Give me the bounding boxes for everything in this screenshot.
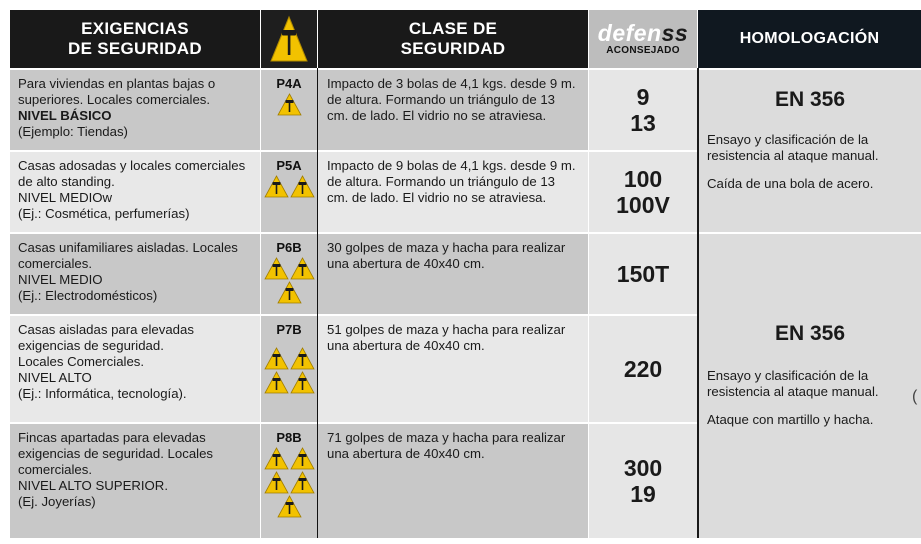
level-code: P5A <box>276 158 302 173</box>
example-text: (Ejemplo: Tiendas) <box>18 124 128 139</box>
defenss-value: 100V <box>616 192 670 218</box>
table-row <box>10 316 698 422</box>
hammer-warning-icon <box>290 347 315 370</box>
defenss-value: 19 <box>630 481 656 507</box>
column-divider <box>697 68 699 538</box>
example-text: (Ej.: Cosmética, perfumerías) <box>18 206 190 221</box>
column-divider <box>588 68 589 538</box>
defenss-value-cell <box>589 424 697 538</box>
homologation-text: Ensayo y clasificación de la resistencia al ataque manual. <box>707 132 879 163</box>
header-requirements-line2: DE SEGURIDAD <box>68 39 202 58</box>
example-text: (Ej. Joyerías) <box>18 494 96 509</box>
hammer-warning-icon <box>264 471 289 494</box>
column-divider <box>317 68 318 538</box>
level-cell <box>261 424 317 538</box>
level-cell <box>261 234 317 314</box>
homologation-text: Caída de una bola de acero. <box>707 176 874 191</box>
level-name: NIVEL BÁSICO <box>18 108 112 123</box>
level-name: NIVEL MEDIO <box>18 272 103 287</box>
impact-text: Impacto de 3 bolas de 4,1 kgs. desde 9 m. de altura. Formando un triángulo de 13 cm. de lado. El vidrio no se atraviesa. <box>318 70 588 150</box>
defenss-value: 300 <box>623 455 663 481</box>
level-cell <box>261 152 317 232</box>
hammer-warning-icon <box>264 371 289 394</box>
header-requirements <box>10 10 260 68</box>
header-warning <box>261 10 317 68</box>
requirement-text: Casas unifamiliares aisladas. Locales comerciales. <box>18 240 238 271</box>
column-divider <box>260 68 261 538</box>
header-defenss <box>589 10 697 68</box>
header-recommended: ACONSEJADO <box>606 45 680 56</box>
hammer-warning-icon <box>290 371 315 394</box>
requirement-text: Casas aisladas para elevadas exigencias de seguridad. <box>18 322 194 353</box>
icon-group <box>261 93 317 116</box>
level-code: P4A <box>276 76 302 91</box>
brand-logo <box>598 21 688 45</box>
hammer-warning-icon <box>290 257 315 280</box>
requirement-cell <box>10 316 260 422</box>
homologation-title: EN 356 <box>774 322 846 345</box>
level-code: P8B <box>276 430 302 445</box>
icon-group <box>261 257 317 304</box>
defenss-value: 100 <box>623 166 663 192</box>
requirement-text: Fincas apartadas para elevadas exigencias de seguridad. Locales comerciales. <box>18 430 214 477</box>
hammer-warning-icon <box>277 495 302 518</box>
homologation-text: Ataque con martillo y hacha. <box>707 412 874 427</box>
requirement-cell <box>10 152 260 232</box>
header-class-line2: SEGURIDAD <box>400 39 506 58</box>
level-code: P6B <box>276 240 302 255</box>
defenss-value-cell <box>589 152 697 232</box>
brand-dark: ss <box>661 20 689 46</box>
icon-group <box>261 175 317 198</box>
level-code: P7B <box>276 322 302 337</box>
hammer-warning-icon <box>264 175 289 198</box>
icon-group <box>261 347 317 394</box>
header-homologation: HOMOLOGACIÓN <box>698 10 921 68</box>
requirement-text: Locales Comerciales. <box>18 354 145 369</box>
defenss-value-cell <box>589 316 697 422</box>
level-name: NIVEL ALTO SUPERIOR. <box>18 478 168 493</box>
level-name: NIVEL MEDIOw <box>18 190 113 205</box>
impact-text: 30 golpes de maza y hacha para realizar una abertura de 40x40 cm. <box>318 234 588 314</box>
hammer-warning-icon <box>290 471 315 494</box>
header-requirements-line1: EXIGENCIAS <box>81 19 189 38</box>
example-text: (Ej.: Informática, tecnología). <box>18 386 187 401</box>
table-row <box>10 152 698 232</box>
level-cell <box>261 70 317 150</box>
level-name: NIVEL ALTO <box>18 370 92 385</box>
requirement-cell <box>10 234 260 314</box>
hammer-warning-icon <box>264 257 289 280</box>
hammer-warning-icon <box>277 93 302 116</box>
table-row <box>10 424 698 538</box>
homologation-title: EN 356 <box>774 88 846 111</box>
defenss-value-cell <box>589 70 697 150</box>
defenss-value: 13 <box>630 110 656 136</box>
hammer-warning-icon <box>290 175 315 198</box>
defenss-value-cell <box>589 234 697 314</box>
homologation-cell-2 <box>699 234 921 538</box>
edge-mark: ( <box>912 388 918 405</box>
security-table <box>10 10 921 538</box>
hammer-warning-icon <box>269 15 309 63</box>
icon-group <box>261 447 317 518</box>
requirement-cell <box>10 70 260 150</box>
level-cell <box>261 316 317 422</box>
hammer-warning-icon <box>277 281 302 304</box>
hammer-warning-icon <box>264 447 289 470</box>
header-class <box>318 10 588 68</box>
requirement-cell <box>10 424 260 538</box>
impact-text: Impacto de 9 bolas de 4,1 kgs. desde 9 m. de altura. Formando un triángulo de 13 cm. de lado. El vidrio no se atraviesa. <box>318 152 588 232</box>
requirement-text: Para viviendas en plantas bajas o superiores. Locales comerciales. <box>18 76 216 107</box>
defenss-value: 220 <box>623 356 663 382</box>
impact-text: 71 golpes de maza y hacha para realizar una abertura de 40x40 cm. <box>318 424 588 538</box>
brand-light: defen <box>597 20 662 46</box>
impact-text: 51 golpes de maza y hacha para realizar una abertura de 40x40 cm. <box>318 316 588 422</box>
header-class-line1: CLASE DE <box>408 19 498 38</box>
defenss-value: 150T <box>616 261 670 287</box>
hammer-warning-icon <box>290 447 315 470</box>
defenss-value: 9 <box>636 84 650 110</box>
hammer-warning-icon <box>264 347 289 370</box>
table-row <box>10 70 698 150</box>
requirement-text: Casas adosadas y locales comerciales de alto standing. <box>18 158 246 189</box>
table-row <box>10 234 698 314</box>
example-text: (Ej.: Electrodomésticos) <box>18 288 158 303</box>
homologation-text: Ensayo y clasificación de la resistencia al ataque manual. <box>707 368 879 399</box>
homologation-cell-1 <box>699 70 921 232</box>
